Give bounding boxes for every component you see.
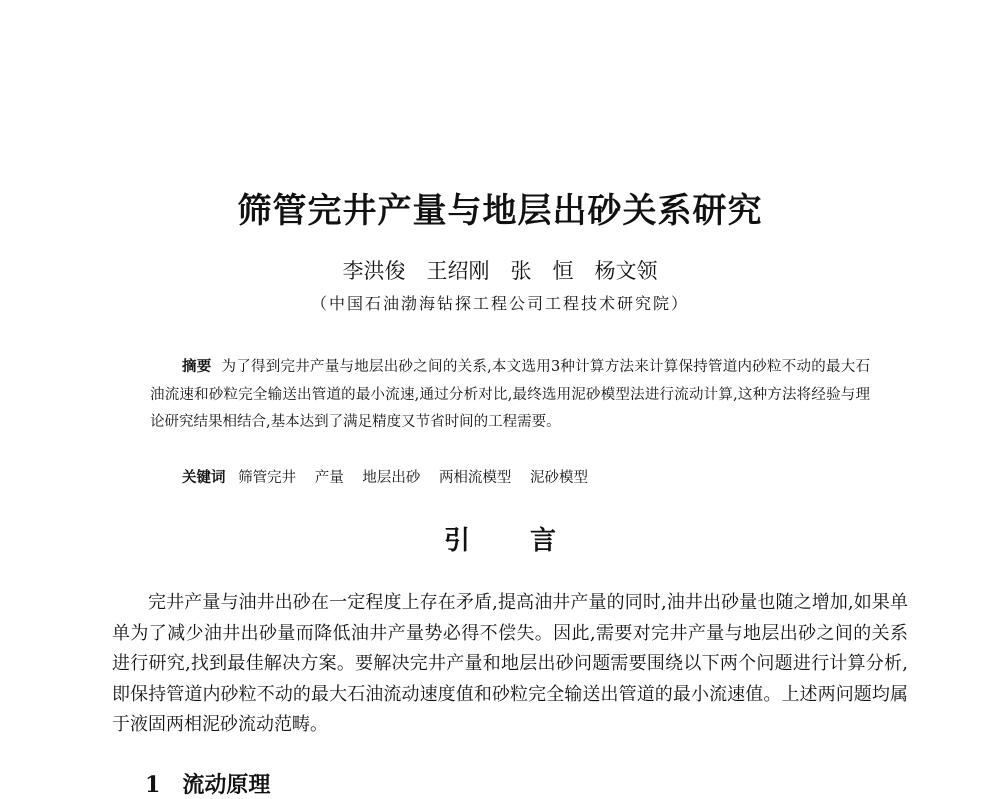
keywords-block <box>182 466 602 487</box>
keyword: 产量 <box>314 470 344 486</box>
paper-title: 筛管完井产量与地层出砂关系研究 <box>237 191 763 231</box>
abstract-label: 摘要 <box>182 358 212 375</box>
keyword: 泥砂模型 <box>530 470 589 486</box>
section-heading-intro: 引言 <box>443 526 616 556</box>
keyword: 两相流模型 <box>438 470 512 486</box>
section-title: 流动原理 <box>182 772 271 798</box>
keyword: 地层出砂 <box>362 470 421 486</box>
affiliation: （中国石油渤海钻探工程公司工程技术研究院） <box>310 294 689 313</box>
intro-paragraph: 完井产量与油井出砂在一定程度上存在矛盾,提高油井产量的同时,油井出砂量也随之增加,如果单单为了减少油井出砂量而降低油井产量势必得不偿失。因此,需要对完井产量与地层出砂之间的关系进行研究,找到最佳解决方案。要解决完井产量和地层出砂问题需要围绕以下两个问题进行计算分析,即保持管道内砂粒不动的最大石油流动速度值和砂粒完全输送出管道的最小流速值。上述两问题均属于液固两相泥砂流动范畴。 <box>112 592 908 735</box>
author-list: 李洪俊 王绍刚 张 恒 杨文领 <box>342 259 658 283</box>
abstract-text: 为了得到完井产量与地层出砂之间的关系,本文选用3种计算方法来计算保持管道内砂粒不动的最大石油流速和砂粒完全输送出管道的最小流速,通过分析对比,最终选用泥砂模型法进行流动计算,这种方法将经验与理论研究结果相结合,基本达到了满足精度又节省时间的工程需要。 <box>150 359 870 430</box>
keywords-label: 关键词 <box>182 469 226 486</box>
section-heading-1 <box>145 768 270 799</box>
keyword: 筛管完井 <box>238 470 297 486</box>
abstract-block <box>150 353 870 437</box>
section-number: 1 <box>145 772 161 798</box>
